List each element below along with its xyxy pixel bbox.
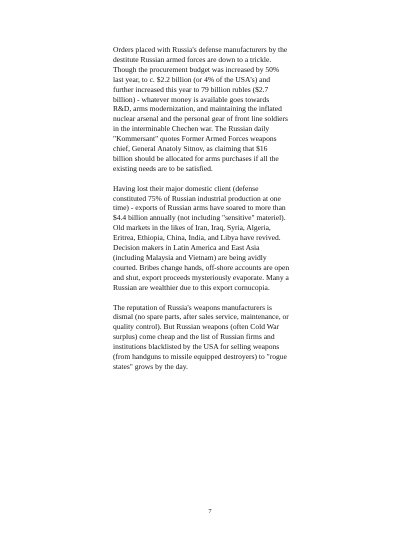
paragraph-1: Orders placed with Russia's defense manufacturers by the destitute Russian armed forces are down to a trickle. Though the procurement budget was increased by 50% last year, to c. $2.2 billion (or 4% of the USA's) and further increased this year to 79 billion rubles ($2.7 billion) - whatever money is available goes towards R&D, arms modernization, and maintaining the inflated nuclear arsenal and the personal gear of front line soldiers in the interminable Chechen war. The Russian daily "Kommersant" quotes Former Armed Forces weapons chief, General Anatoly Sitnov, as claiming that $16 billion should be allocated for arms purchases if all the existing needs are to be satisfied. <box>113 45 288 173</box>
page-number: 7 <box>208 508 212 515</box>
paragraph-3: The reputation of Russia's weapons manufacturers is dismal (no spare parts, after sales service, maintenance, or quality control). But Russian weapons (often Cold War surplus) come cheap and the list of Russian firms and institutions blacklisted by the USA for selling weapons (from handguns to missile equipped destroyers) to "rogue states" grows by the day. <box>113 302 289 371</box>
body-text <box>113 45 313 382</box>
paragraph-2: Having lost their major domestic client (defense constituted 75% of Russian industrial production at one time) - exports of Russian arms have soared to more than $4.4 billion annually (not including "sensitive" materiel). Old markets in the likes of Iran, Iraq, Syria, Algeria, Eritrea, Ethiopia, China, India, and Libya have revived. Decision makers in Latin America and East Asia (including Malaysia and Vietnam) are being avidly courted. Bribes change hands, off-shore accounts are open and shut, export proceeds mysteriously evaporate. Many a Russian are wealthier due to this export cornucopia. <box>113 183 290 292</box>
